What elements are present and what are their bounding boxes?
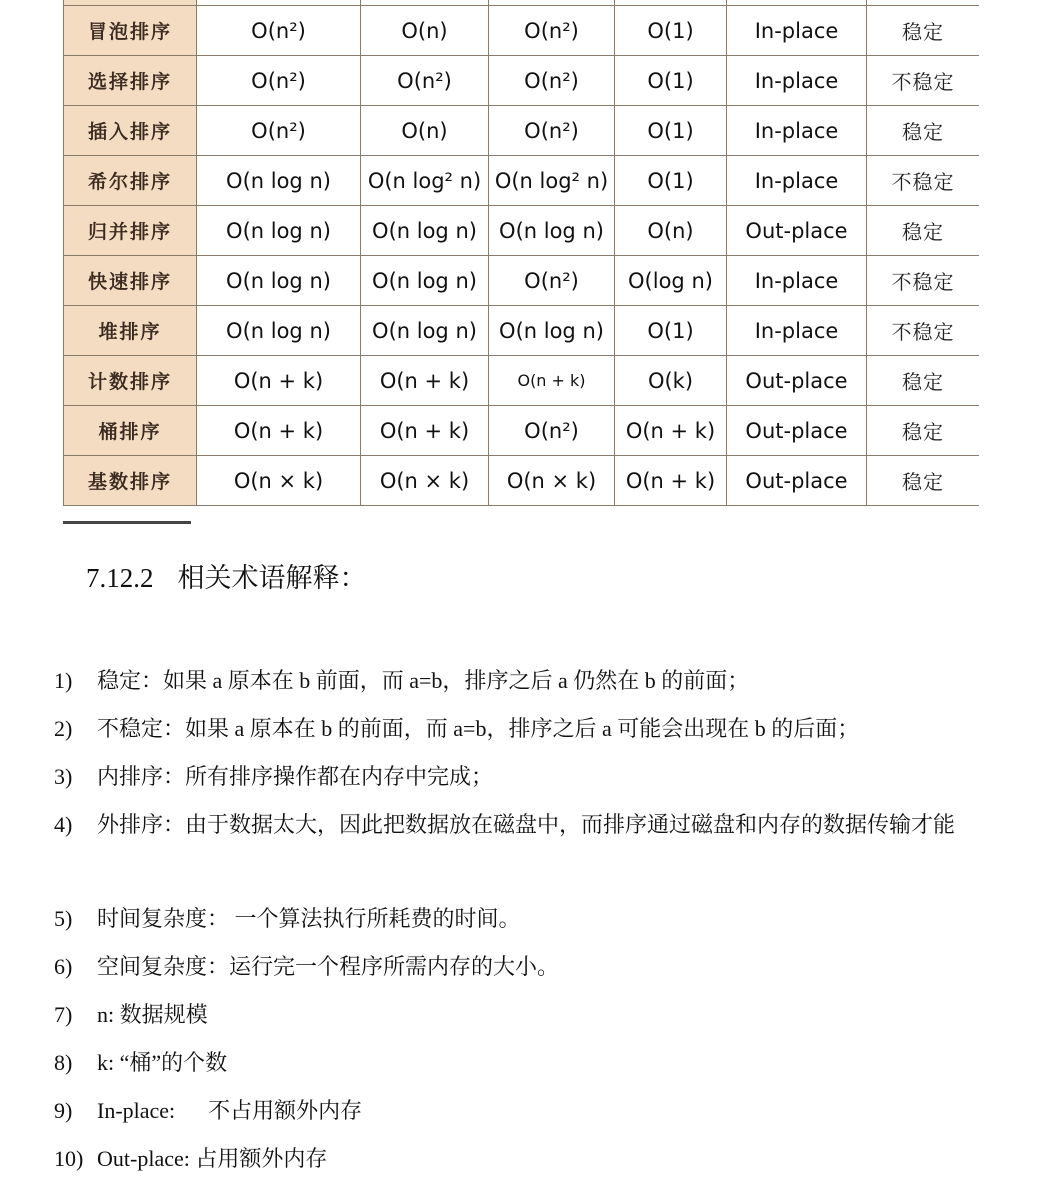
table-row [64,56,980,106]
term-number: 8) [54,1050,73,1075]
algorithm-name-cell: 选择排序 [64,56,197,106]
section-number: 7.12.2 [86,563,154,593]
space-complexity-cell: O(n + k) [615,456,727,506]
best-case-cell: O(n log n) [197,256,361,306]
sort-mode-cell: In-place [727,56,867,106]
worst-case-cell: O(n × k) [489,456,615,506]
section-heading [86,556,367,595]
term-number: 7) [54,1002,73,1027]
stability-cell: 稳定 [867,6,980,56]
space-complexity-cell: O(1) [615,106,727,156]
stability-cell: 稳定 [867,406,980,456]
section-title: 相关术语解释： [177,563,367,594]
term-item [54,902,521,933]
term-number: 1) [54,668,73,693]
algorithm-name-cell: 归并排序 [64,206,197,256]
average-case-cell: O(n log n) [361,206,489,256]
algorithm-name-cell: 冒泡排序 [64,6,197,56]
term-item [54,1142,327,1173]
table-row [64,206,980,256]
term-text: k: “桶”的个数 [97,1050,228,1075]
average-case-cell: O(n²) [361,56,489,106]
term-number: 2) [54,716,73,741]
sort-mode-cell: In-place [727,6,867,56]
sort-mode-cell: Out-place [727,456,867,506]
best-case-cell: O(n + k) [197,356,361,406]
worst-case-cell: O(n log² n) [489,156,615,206]
space-complexity-cell: O(1) [615,6,727,56]
space-complexity-cell: O(k) [615,356,727,406]
space-complexity-cell: O(1) [615,56,727,106]
stability-cell: 不稳定 [867,56,980,106]
sort-mode-cell: Out-place [727,206,867,256]
space-complexity-cell: O(1) [615,306,727,356]
sort-mode-cell: In-place [727,156,867,206]
algorithm-name-cell: 希尔排序 [64,156,197,206]
term-item [54,998,208,1029]
algorithm-name-cell: 快速排序 [64,256,197,306]
worst-case-cell: O(n log n) [489,306,615,356]
worst-case-cell: O(n²) [489,106,615,156]
term-item [54,808,955,839]
table-row [64,6,980,56]
term-item [54,1046,227,1077]
average-case-cell: O(n + k) [361,356,489,406]
term-item [54,760,493,791]
worst-case-cell: O(n²) [489,56,615,106]
table-row [64,106,980,156]
sort-mode-cell: In-place [727,106,867,156]
best-case-cell: O(n log n) [197,306,361,356]
worst-case-cell: O(n²) [489,406,615,456]
space-complexity-cell: O(log n) [615,256,727,306]
algorithm-name-cell: 堆排序 [64,306,197,356]
stability-cell: 稳定 [867,356,980,406]
term-number: 3) [54,764,73,789]
worst-case-cell: O(n + k) [489,356,615,406]
best-case-cell: O(n log n) [197,206,361,256]
term-text: 内排序：所有排序操作都在内存中完成； [97,764,494,789]
best-case-cell: O(n²) [197,56,361,106]
best-case-cell: O(n²) [197,6,361,56]
best-case-cell: O(n × k) [197,456,361,506]
sort-mode-cell: Out-place [727,406,867,456]
table-row [64,156,980,206]
term-item [54,712,859,743]
algorithm-name-cell: 插入排序 [64,106,197,156]
average-case-cell: O(n × k) [361,456,489,506]
sorting-complexity-table-region [63,0,979,516]
sort-mode-cell: Out-place [727,356,867,406]
sort-mode-cell: In-place [727,306,867,356]
algorithm-name-cell: 计数排序 [64,356,197,406]
table-row [64,356,980,406]
term-text: 稳定：如果 a 原本在 b 前面，而 a=b，排序之后 a 仍然在 b 的前面； [97,668,750,693]
stability-cell: 稳定 [867,456,980,506]
best-case-cell: O(n log n) [197,156,361,206]
stability-cell: 稳定 [867,106,980,156]
stability-cell: 不稳定 [867,156,980,206]
term-number: 6) [54,954,73,979]
average-case-cell: O(n log² n) [361,156,489,206]
term-item [54,1094,362,1125]
average-case-cell: O(n) [361,106,489,156]
algorithm-name-cell: 基数排序 [64,456,197,506]
table-row [64,256,980,306]
worst-case-cell: O(n²) [489,6,615,56]
average-case-cell: O(n log n) [361,256,489,306]
table-row [64,306,980,356]
term-text: In-place: 不占用额外内存 [97,1098,363,1123]
sort-mode-cell: In-place [727,256,867,306]
term-item [54,664,749,695]
table-row [64,406,980,456]
sorting-complexity-table [63,0,979,506]
term-text: 不稳定：如果 a 原本在 b 的前面，而 a=b，排序之后 a 可能会出现在 b 的后面； [97,716,860,741]
term-text: 空间复杂度：运行完一个程序所需内存的大小。 [97,954,560,979]
space-complexity-cell: O(n + k) [615,406,727,456]
average-case-cell: O(n log n) [361,306,489,356]
cropped-caption-fragment [63,521,191,524]
algorithm-name-cell: 桶排序 [64,406,197,456]
stability-cell: 稳定 [867,206,980,256]
space-complexity-cell: O(1) [615,156,727,206]
worst-case-cell: O(n²) [489,256,615,306]
term-number: 10) [54,1146,84,1171]
term-number: 4) [54,812,73,837]
term-text: 时间复杂度： 一个算法执行所耗费的时间。 [97,906,521,931]
table-row [64,456,980,506]
term-text: n: 数据规模 [97,1002,208,1027]
best-case-cell: O(n + k) [197,406,361,456]
best-case-cell: O(n²) [197,106,361,156]
term-text: Out-place: 占用额外内存 [97,1146,328,1171]
worst-case-cell: O(n log n) [489,206,615,256]
term-text: 外排序：由于数据太大，因此把数据放在磁盘中，而排序通过磁盘和内存的数据传输才能 [97,812,956,837]
average-case-cell: O(n) [361,6,489,56]
stability-cell: 不稳定 [867,306,980,356]
term-number: 9) [54,1098,73,1123]
average-case-cell: O(n + k) [361,406,489,456]
space-complexity-cell: O(n) [615,206,727,256]
table-body [64,0,980,506]
term-number: 5) [54,906,73,931]
term-item [54,950,559,981]
stability-cell: 不稳定 [867,256,980,306]
